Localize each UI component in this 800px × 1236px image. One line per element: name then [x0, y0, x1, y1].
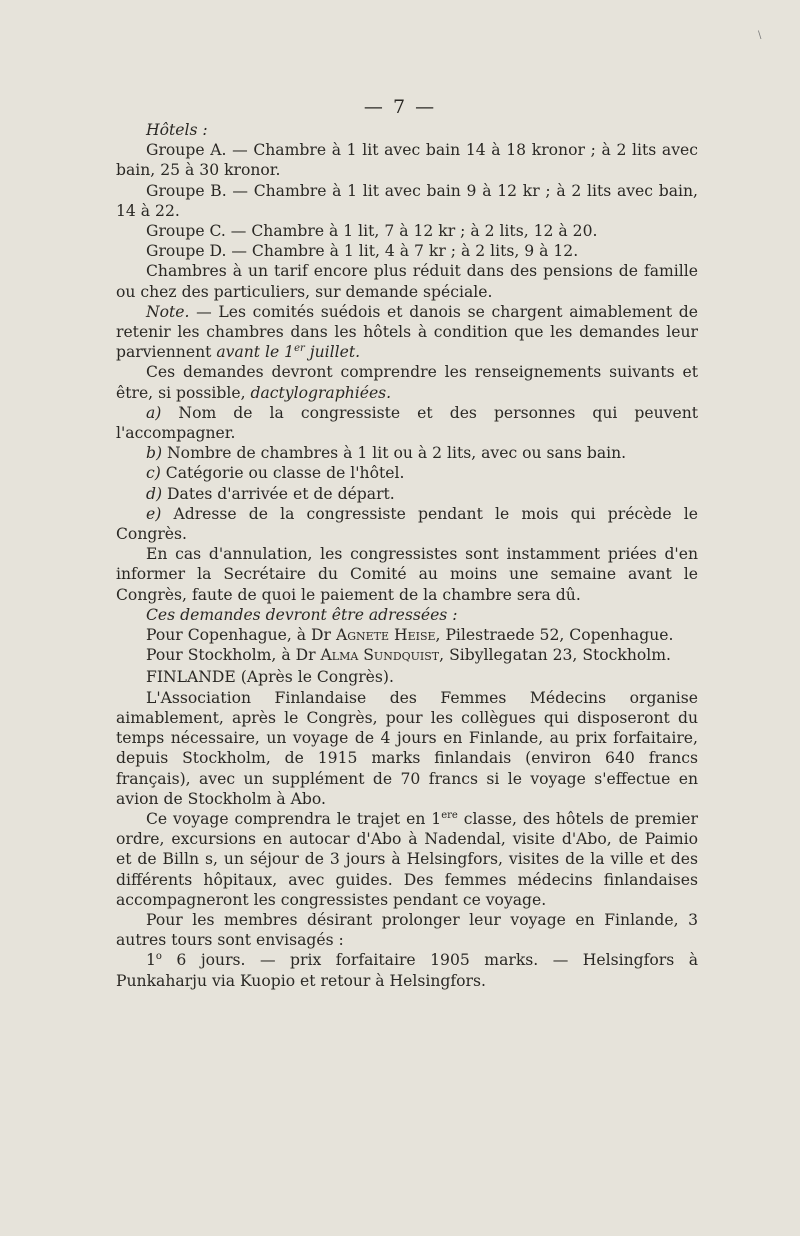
copenhagen-address — [116, 625, 698, 645]
groupe-d: Groupe D. — Chambre à 1 lit, 4 à 7 kr ; à 2 lits, 9 à 12. — [146, 242, 579, 261]
para2-a: Ce voyage comprendra le trajet en 1 — [146, 809, 442, 828]
tour-1 — [116, 950, 698, 990]
tour1-b: 6 jours. — prix forfaitaire 1905 marks. — Helsingfors à Punkaharju via Kuopio et retour à Helsingfors. — [116, 951, 698, 990]
finlande-paragraph-3: Pour les membres désirant prolonger leur voyage en Finlande, 3 autres tours sont envisagés : — [116, 910, 698, 950]
requirements-em: dactylographiées. — [250, 383, 392, 402]
requirements-text: Ces demandes devront comprendre les renseignements suivants et être, si possible, — [116, 363, 698, 402]
note-paragraph — [116, 302, 698, 363]
groupe-b: Groupe B. — Chambre à 1 lit avec bain 9 à 12 kr ; à 2 lits avec bain, 14 à 22. — [116, 181, 698, 220]
groupe-a: Groupe A. — Chambre à 1 lit avec bain 14 à 18 kronor ; à 2 lits avec bain, 25 à 30 kronor. — [116, 141, 698, 180]
finlande-paragraph-1: L'Association Finlandaise des Femmes Médecins organise aimablement, après le Congrès, pour les collègues qui disposeront du temps nécessaire, un voyage de 4 jours en Finlande, au prix forfaitaire, depuis Stockholm, de 1915 marks finlandais (environ 640 francs français), avec un supplément de 70 francs si le voyage s'effectue en avion de Stockholm à Abo. — [116, 688, 698, 808]
note-deadline — [216, 343, 360, 361]
chambres-paragraph: Chambres à un tarif encore plus réduit dans des pensions de famille ou chez des particuliers, sur demande spéciale. — [116, 262, 698, 301]
para2-b: classe, des hôtels de premier ordre, excursions en autocar d'Abo à Nadendal, visite d'Abo, de Paimio et de Billn s, un séjour de 3 jours à Helsingfors, visites de la ville et des différents hôpitaux, avec guides. Des femmes médecins finlandaises accompagneront les congressistes pendant ce voyage. — [116, 809, 698, 909]
cancellation-paragraph: En cas d'annulation, les congressistes sont instamment priées d'en informer la Secrétaire du Comité au moins une semaine avant le Congrès, faute de quoi le paiement de la chambre sera dû. — [116, 545, 698, 604]
list-item — [116, 443, 698, 463]
item-letter: d) — [146, 484, 163, 503]
item-text: Nombre de chambres à 1 lit ou à 2 lits, avec ou sans bain. — [162, 444, 627, 463]
body-text — [116, 120, 698, 991]
finlande-heading — [116, 667, 698, 687]
item-letter: a) — [146, 403, 162, 422]
scan-mark: \ — [758, 30, 762, 41]
stockholm-name: Alma Sundquist — [320, 646, 440, 665]
finlande-paragraph-2 — [116, 809, 698, 910]
deadline-sup: er — [294, 343, 305, 355]
copenhagen-prefix: Pour Copenhague, à Dr — [146, 626, 336, 645]
tour1-sup: o — [155, 951, 162, 963]
list-item — [116, 504, 698, 544]
item-text: Adresse de la congressiste pendant le mois qui précède le Congrès. — [116, 504, 698, 544]
list-item — [116, 484, 698, 504]
item-text: Dates d'arrivée et de départ. — [162, 484, 395, 503]
addresses-heading: Ces demandes devront être adressées : — [146, 605, 458, 624]
item-text: Nom de la congressiste et des personnes qui peuvent l'accompagner. — [116, 403, 698, 443]
finlande-subtitle: (Après le Congrès). — [235, 668, 394, 687]
finlande-title: FINLANDE — [146, 668, 236, 687]
copenhagen-suffix: , Pilestraede 52, Copenhague. — [435, 626, 674, 645]
list-item — [116, 403, 698, 443]
hotels-heading: Hôtels : — [146, 121, 208, 139]
item-text: Catégorie ou classe de l'hôtel. — [160, 464, 405, 483]
para2-sup: ere — [441, 809, 458, 821]
requirements-paragraph — [116, 362, 698, 402]
deadline-b: juillet. — [304, 343, 361, 362]
tour1-a: 1 — [146, 951, 156, 970]
page-number: — 7 — — [363, 96, 437, 118]
stockholm-prefix: Pour Stockholm, à Dr — [146, 646, 321, 665]
item-letter: e) — [146, 504, 162, 523]
stockholm-address — [116, 645, 698, 665]
item-letter: b) — [146, 444, 163, 463]
list-item — [116, 463, 698, 483]
note-label: Note. — [146, 302, 190, 321]
groupe-c: Groupe C. — Chambre à 1 lit, 7 à 12 kr ; à 2 lits, 12 à 20. — [146, 222, 598, 241]
stockholm-suffix: , Sibyllegatan 23, Stockholm. — [439, 646, 672, 665]
deadline-a: avant le 1 — [216, 343, 295, 362]
note-text: — Les comités suédois et danois se chargent aimablement de retenir les chambres dans les hôtels à condition que les demandes leur parviennent — [116, 302, 698, 362]
copenhagen-name: Agnete Heise — [335, 626, 436, 645]
item-letter: c) — [146, 464, 161, 483]
